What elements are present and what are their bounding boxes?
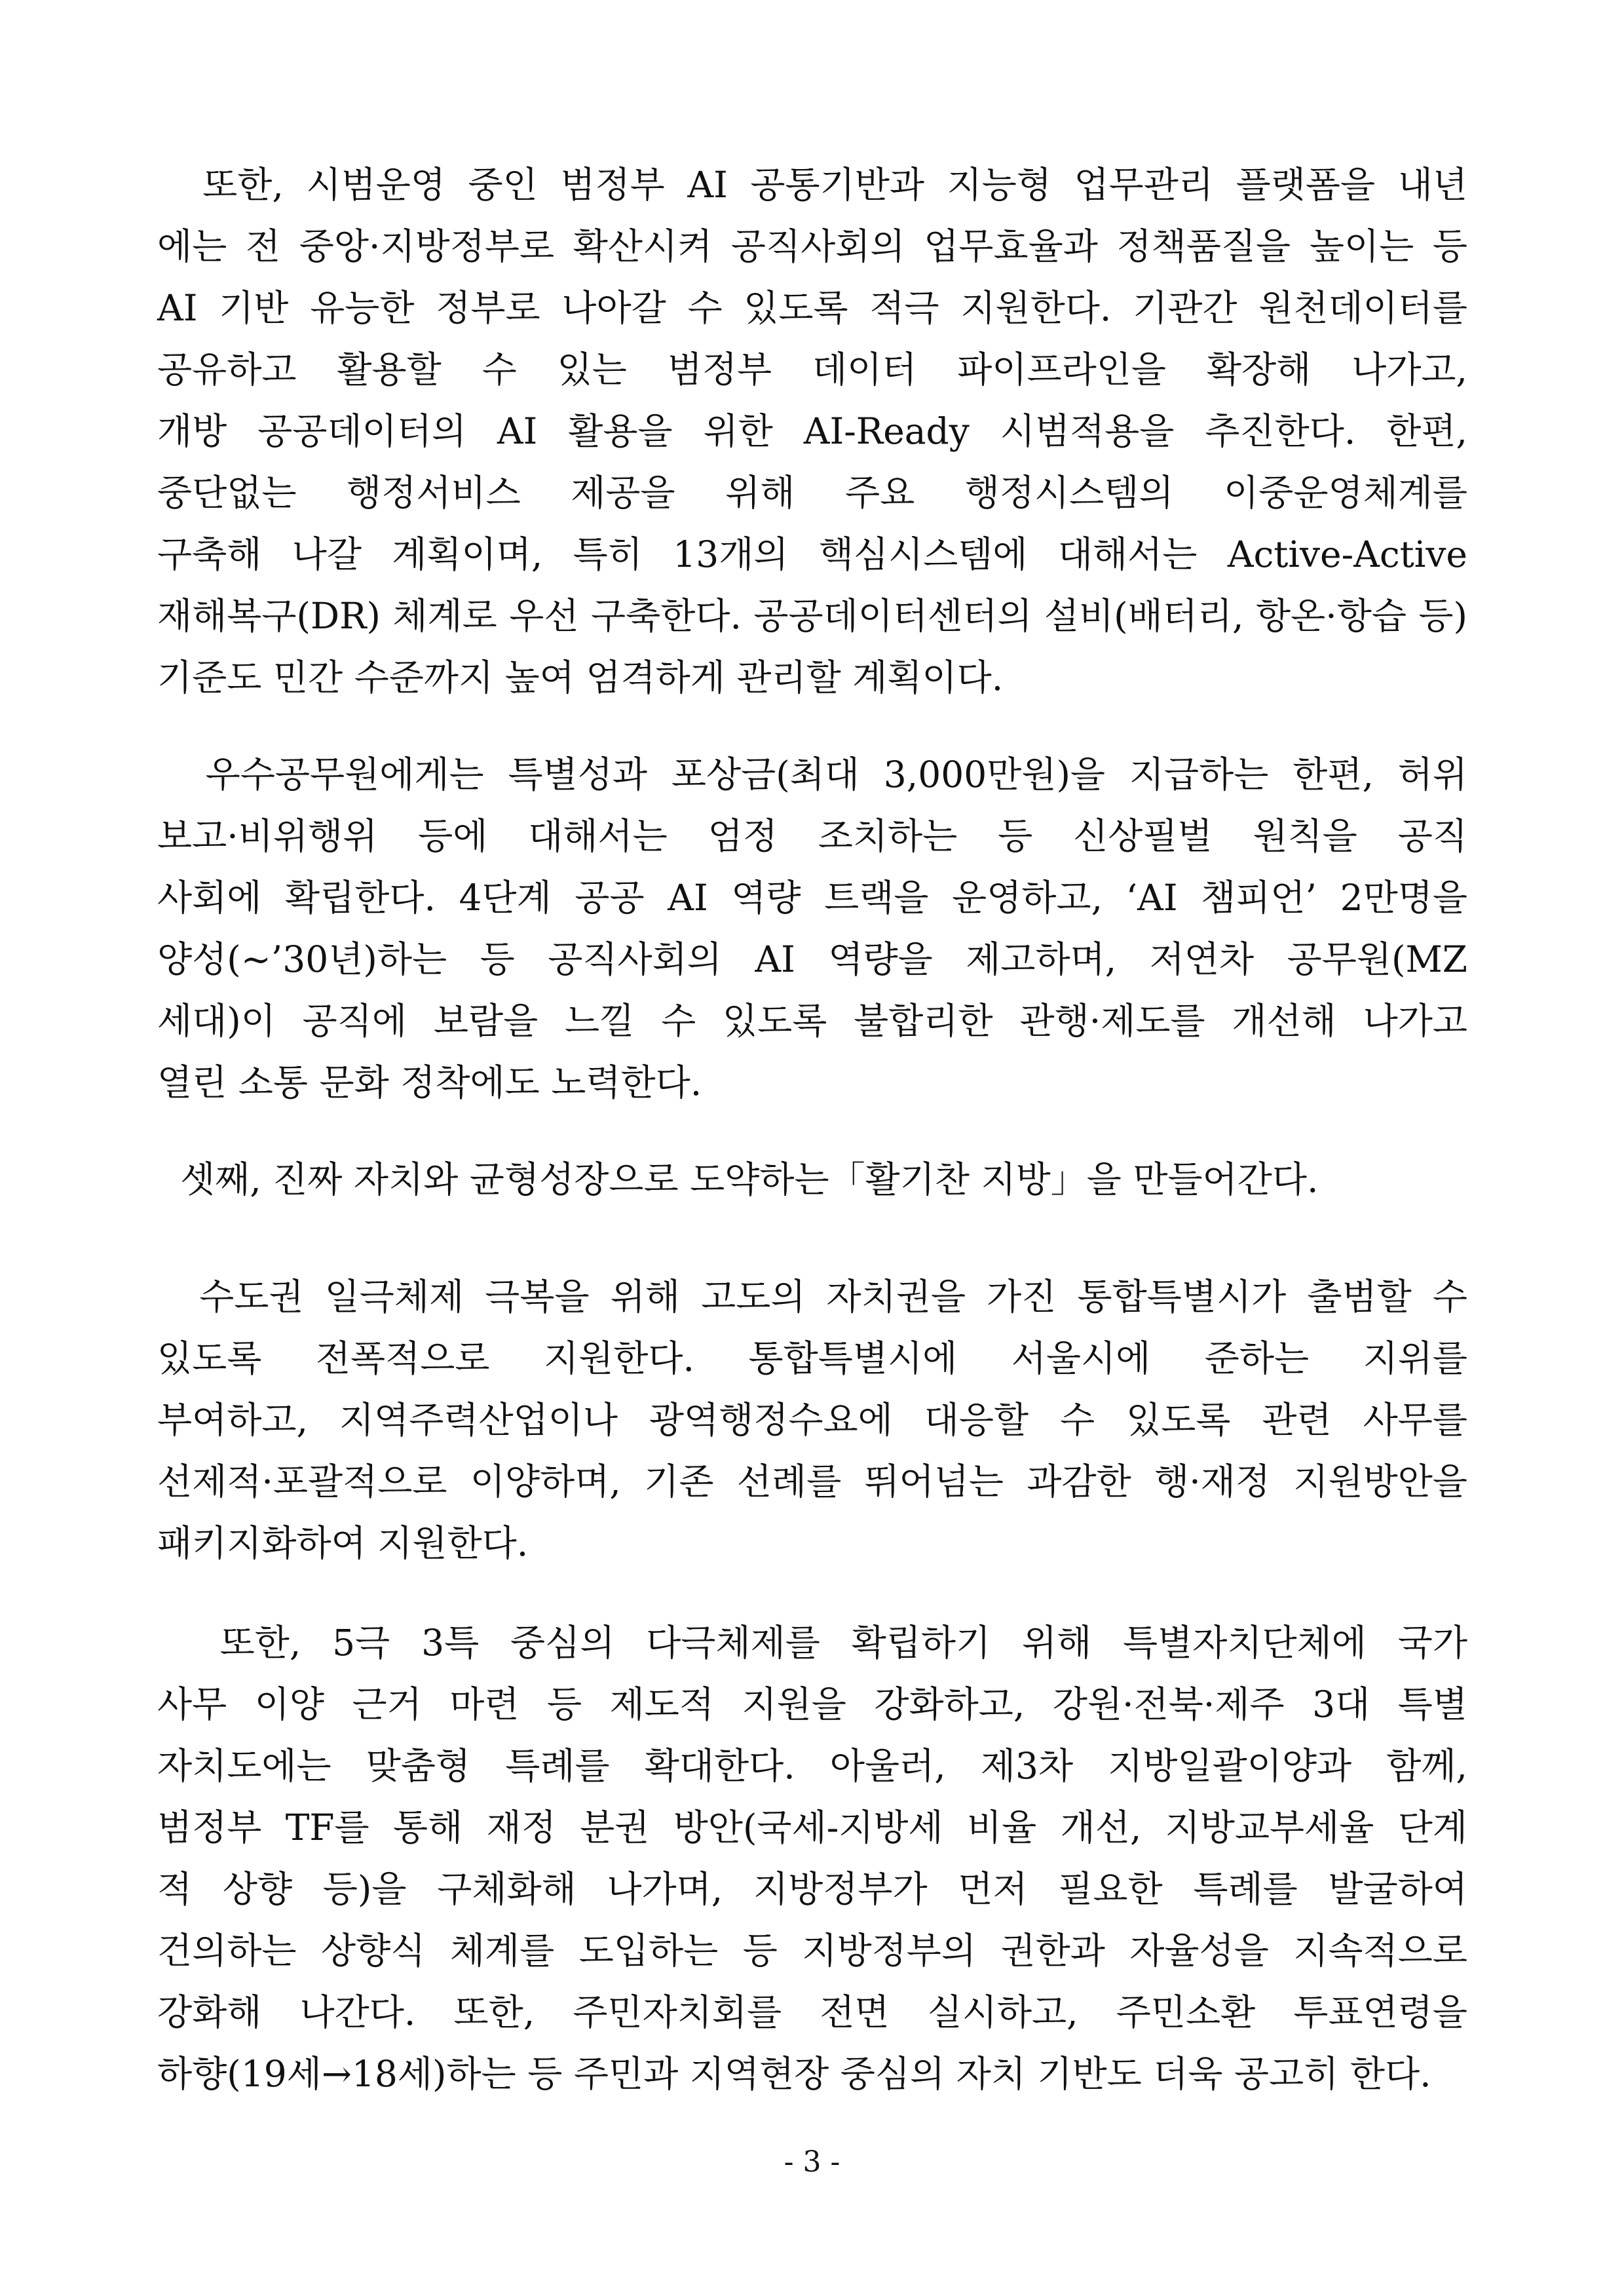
paragraph-third-goal <box>157 1149 1467 1210</box>
text-line: 사무 이양 근거 마련 등 제도적 지원을 강화하고, 강원·전북·제주 3대 특별 <box>157 1683 1467 1725</box>
page-number: - 3 - <box>784 2145 840 2179</box>
text-line: 중단없는 행정서비스 제공을 위해 주요 행정시스템의 이중운영체계를 <box>157 472 1467 514</box>
text-line: 있도록 전폭적으로 지원한다. 통합특별시에 서울시에 준하는 지위를 <box>157 1337 1467 1379</box>
text-line: 재해복구(DR) 체계로 우선 구축한다. 공공데이터센터의 설비(배터리, 항온·항습 등) <box>157 595 1467 637</box>
text-line: 범정부 TF를 통해 재정 분권 방안(국세-지방세 비율 개선, 지방교부세율 단계 <box>157 1807 1467 1848</box>
text-line: 구축해 나갈 계획이며, 특히 13개의 핵심시스템에 대해서는 Active-Active <box>157 533 1467 575</box>
text-line: 기준도 민간 수준까지 높여 엄격하게 관리할 계획이다. <box>157 657 1004 698</box>
text-line: 하향(19세→18세)하는 등 주민과 지역현장 중심의 자치 기반도 더욱 공고히 한다. <box>157 2053 1431 2095</box>
text-line: 건의하는 상향식 체계를 도입하는 등 지방정부의 권한과 자율성을 지속적으로 <box>157 1930 1467 1972</box>
text-line: 수도권 일극체제 극복을 위해 고도의 자치권을 가진 통합특별시가 출범할 수 <box>157 1276 1467 1318</box>
text-line: 공유하고 활용할 수 있는 범정부 데이터 파이프라인을 확장해 나가고, <box>157 349 1467 391</box>
text-line: 적 상향 등)을 구체화해 나가며, 지방정부가 먼저 필요한 특례를 발굴하여 <box>157 1868 1467 1910</box>
text-line: AI 기반 유능한 정부로 나아갈 수 있도록 적극 지원한다. 기관간 원천데이터를 <box>157 287 1467 329</box>
text-line: 에는 전 중앙·지방정부로 확산시켜 공직사회의 업무효율과 정책품질을 높이는 등 <box>157 225 1467 267</box>
text-line: 또한, 5극 3특 중심의 다극체제를 확립하기 위해 특별자치단체에 국가 <box>157 1622 1467 1664</box>
text-line: 또한, 시범운영 중인 범정부 AI 공통기반과 지능형 업무관리 플랫폼을 내년 <box>157 164 1467 206</box>
text-line: 선제적·포괄적으로 이양하며, 기존 선례를 뛰어넘는 과감한 행·재정 지원방안을 <box>157 1461 1467 1502</box>
paragraph-civil-servants <box>157 744 1467 1113</box>
text-line: 패키지화하여 지원한다. <box>157 1522 529 1564</box>
paragraph-special-city <box>157 1266 1467 1574</box>
text-line: 세대)이 공직에 보람을 느낄 수 있도록 불합리한 관행·제도를 개선해 나가고 <box>157 1000 1467 1042</box>
text-line: 보고·비위행위 등에 대해서는 엄정 조치하는 등 신상필벌 원칙을 공직 <box>157 815 1467 857</box>
text-line: 사회에 확립한다. 4단계 공공 AI 역량 트랙을 운영하고, ‘AI 챔피언’ 2만명을 <box>157 877 1467 919</box>
text-line: 양성(~’30년)하는 등 공직사회의 AI 역량을 제고하며, 저연차 공무원(MZ <box>157 938 1467 980</box>
text-line: 우수공무원에게는 특별성과 포상금(최대 3,000만원)을 지급하는 한편, 허위 <box>157 754 1467 795</box>
text-line: 자치도에는 맞춤형 특례를 확대한다. 아울러, 제3차 지방일괄이양과 함께, <box>157 1745 1467 1787</box>
text-line: 개방 공공데이터의 AI 활용을 위한 AI-Ready 시범적용을 추진한다. 한편, <box>157 410 1467 452</box>
text-line: 부여하고, 지역주력산업이나 광역행정수요에 대응할 수 있도록 관련 사무를 <box>157 1399 1467 1441</box>
text-line: 열린 소통 문화 정착에도 노력한다. <box>157 1062 702 1103</box>
paragraph-multipolar <box>157 1612 1467 2105</box>
text-line: 강화해 나간다. 또한, 주민자치회를 전면 실시하고, 주민소환 투표연령을 <box>157 1991 1467 2033</box>
paragraph-ai-platform <box>157 154 1467 708</box>
text-line: 셋째, 진짜 자치와 균형성장으로 도약하는「활기찬 지방」을 만들어간다. <box>157 1158 1319 1200</box>
